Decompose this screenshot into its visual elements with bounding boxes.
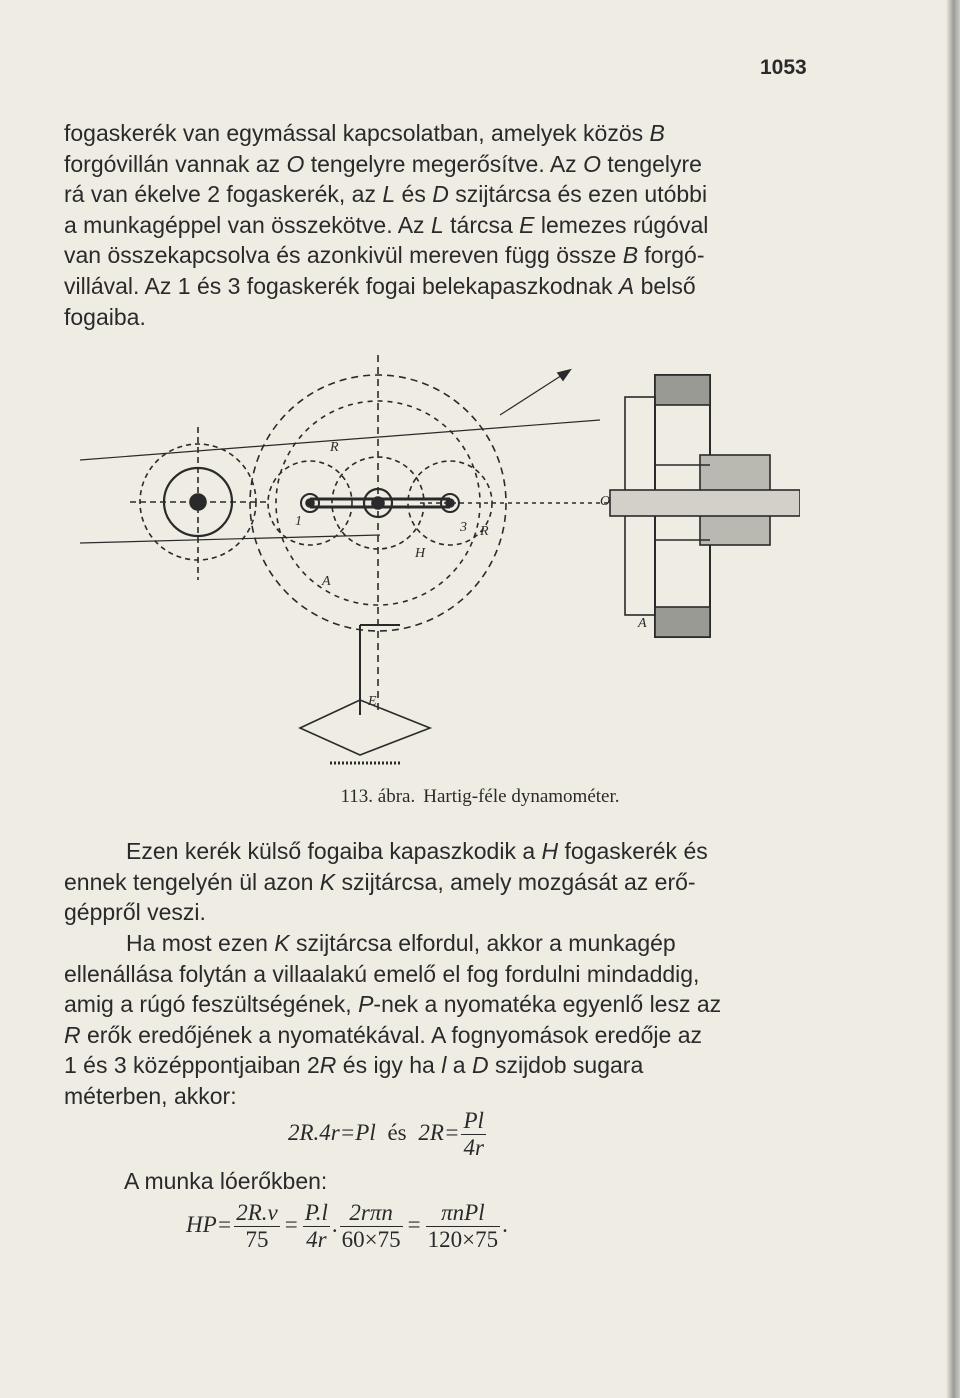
line: rá van ékelve 2 fogaskerék, az L és D szijtárcsa és ezen utóbbi <box>64 181 708 208</box>
label-a: A <box>638 616 647 631</box>
line: a munkagéppel van összekötve. Az L tárcsa E lemezes rúgóval <box>64 211 709 238</box>
line: méterben, akkor: <box>64 1082 237 1109</box>
page-number: 1053 <box>760 56 807 79</box>
side-view-gear <box>610 375 800 637</box>
paragraph-intro <box>64 118 800 332</box>
line: ellenállása folytán a villaalakú emelő el fog fordulni mindaddig, <box>64 960 700 987</box>
line: Ezen kerék külső fogaiba kapaszkodik a H fogaskerék és <box>126 838 708 864</box>
formula-fraction: $\frac{Pl}{4r}$ <box>463 1108 484 1160</box>
arrow-line <box>500 370 570 415</box>
page-edge <box>946 0 960 1398</box>
paragraph-h-gear <box>64 836 800 928</box>
spring-e <box>300 700 430 755</box>
caption-number: 113. ábra. <box>340 786 416 807</box>
line: villával. Az 1 és 3 fogaskerék fogai belekapaszkodnak A belső <box>64 272 696 299</box>
label-o: O <box>600 494 611 509</box>
fraction-4: $\frac{\text{πnPl}}{120\times 75}$ <box>427 1200 499 1252</box>
work-label: A munka lóerőkben: <box>124 1168 328 1194</box>
label-three: 3 <box>460 520 467 535</box>
line: van összekapcsolva és azonkivül mereven függ össze B forgó- <box>64 242 705 269</box>
caption-text: Hartig-féle dynamométer. <box>423 786 620 807</box>
label-h: H <box>415 546 426 561</box>
fraction-2: $\frac{P.l}{4r}$ <box>304 1200 328 1252</box>
formula-and: és <box>387 1119 407 1145</box>
line: fogaskerék van egymással kapcsolatban, amelyek közös B <box>64 120 665 146</box>
paragraph-k-pulley <box>64 928 800 1112</box>
small-gear-left <box>130 427 266 580</box>
line: 1 és 3 középpontjaiban 2R és igy ha l a D szijdob sugara <box>64 1052 644 1079</box>
formula-equilibrium <box>288 1108 488 1161</box>
fraction-1: $\frac{2R.v}{75}$ <box>236 1200 278 1252</box>
line: ennek tengelyén ül azon K szijtárcsa, amely mozgását az erő- <box>64 868 696 895</box>
formula-lhs2: 2R= <box>418 1119 460 1145</box>
label-r: R <box>480 524 489 539</box>
formula-hp: HP= <box>186 1211 233 1237</box>
label-r: R <box>330 440 339 455</box>
dynamometer-figure <box>60 335 800 805</box>
label-e: E <box>368 694 377 709</box>
line: Ha most ezen K szijtárcsa elfordul, akkor a munkagép <box>126 930 676 956</box>
figure-caption <box>0 786 960 808</box>
line: R erők eredőjének a nyomatékával. A fognyomások eredője az <box>64 1021 703 1048</box>
label-a: A <box>322 574 331 589</box>
belt-line <box>80 420 600 460</box>
label-one: 1 <box>295 514 302 529</box>
planet-gear-1 <box>268 461 352 545</box>
formula-horsepower: HP= $\frac{2R.v}{75}$ = $\frac{P.l}{4r}$ . $\frac{\text{2rπn}}{60\times 75}$ = $\frac{\text{πnPl}}{120\times 75}$ . <box>186 1200 508 1252</box>
line: fogaiba. <box>64 303 146 330</box>
line: géppről veszi. <box>64 899 206 926</box>
fraction-3: $\frac{\text{2rπn}}{60\times 75}$ <box>341 1200 401 1252</box>
line: amig a rúgó feszültségének, P-nek a nyomatéka egyenlő lesz az <box>64 991 722 1018</box>
formula-lhs: 2R.4r=Pl <box>288 1119 376 1145</box>
line: forgóvillán vannak az O tengelyre megerősítve. Az O tengelyre <box>64 150 702 177</box>
